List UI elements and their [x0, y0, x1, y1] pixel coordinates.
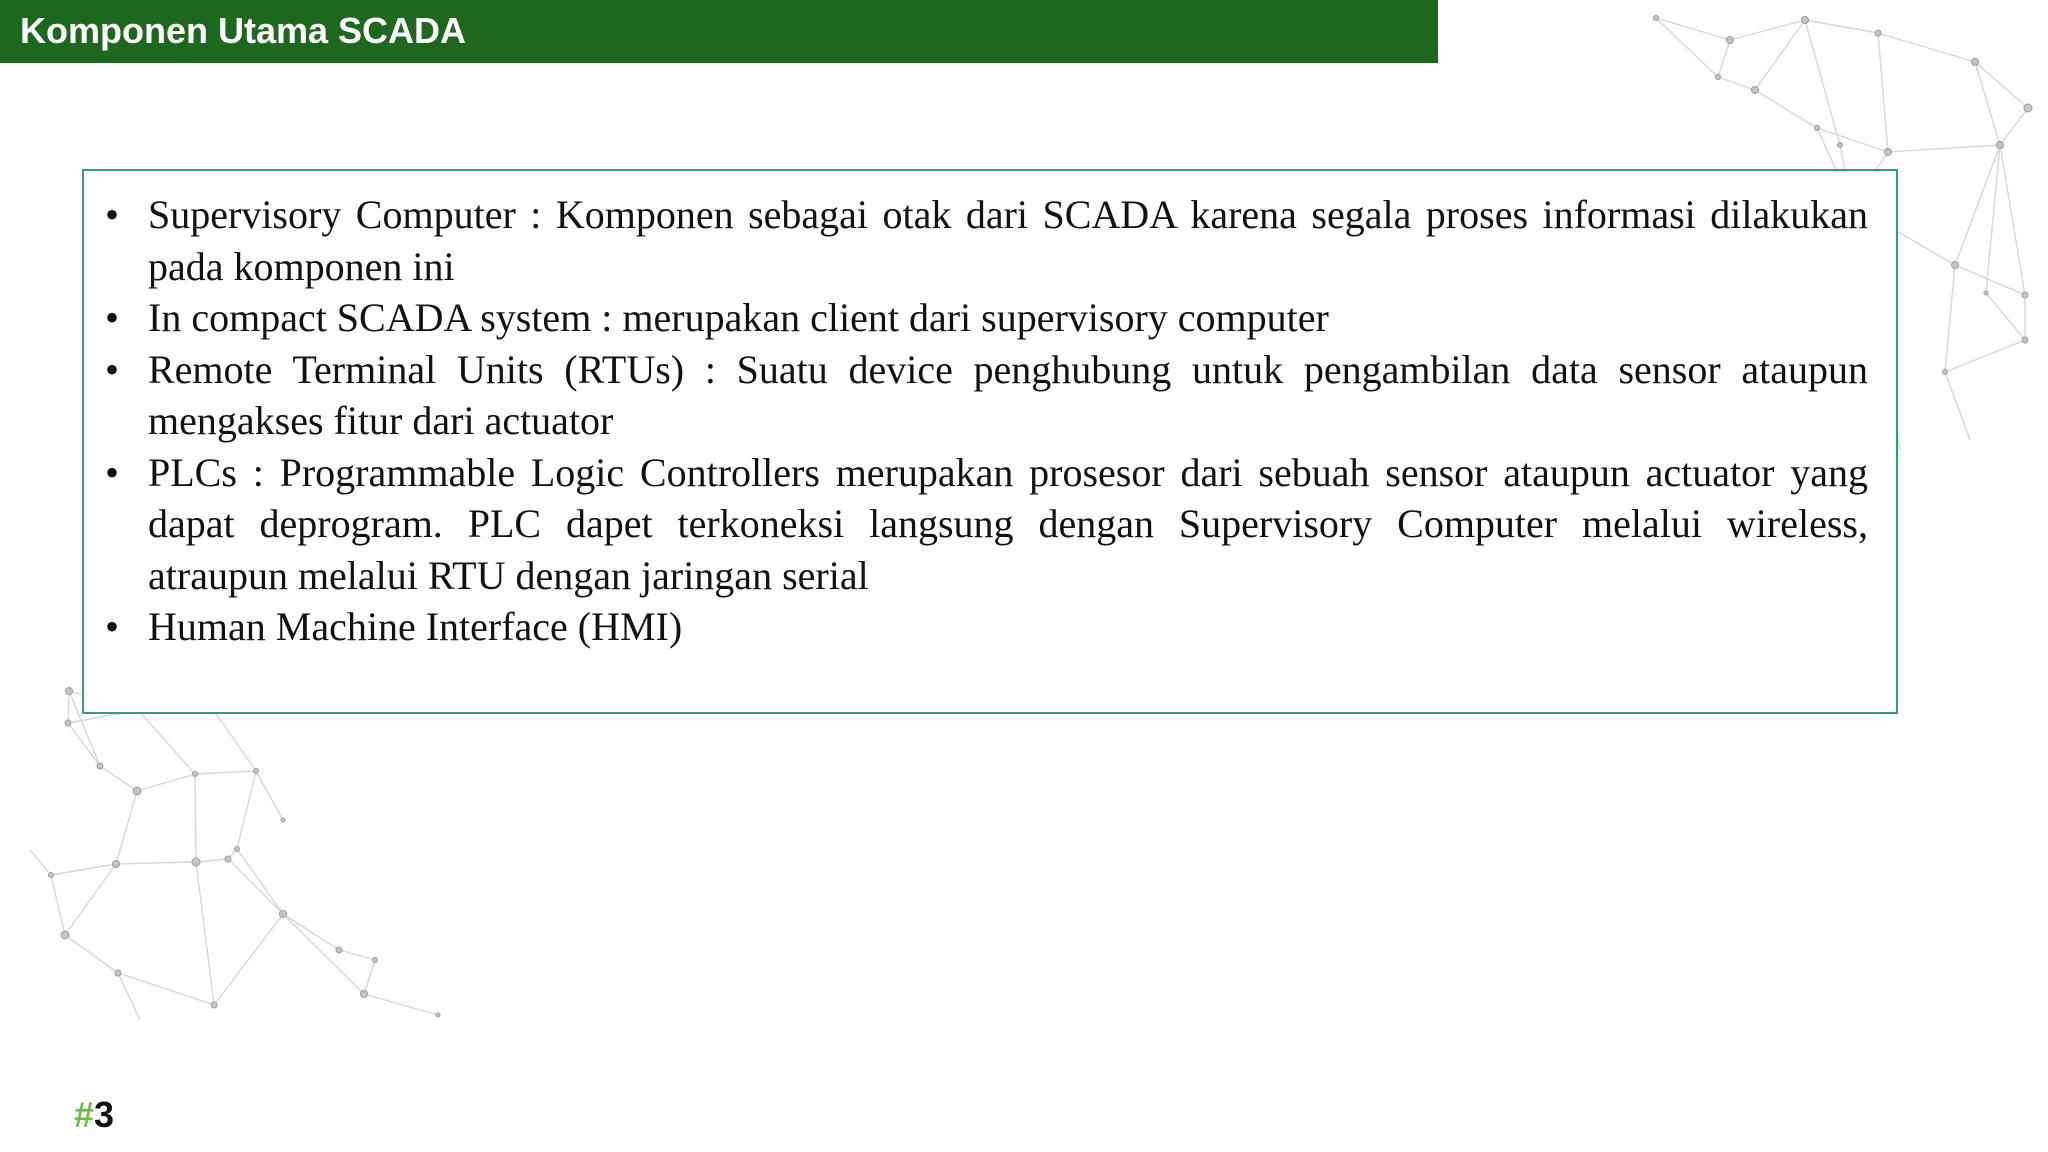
list-item-text: Remote Terminal Units (RTUs) : Suatu device penghubung untuk pengambilan data sensor ataupun mengakses fitur dari actuator: [148, 346, 1868, 443]
slide-number: [74, 1093, 114, 1137]
list-item-rtu: [102, 344, 1868, 447]
title-bar: [0, 0, 1438, 63]
bullet-icon: •: [104, 295, 119, 340]
content-box: [82, 169, 1898, 714]
list-item-plc: [102, 447, 1868, 602]
list-item-text: In compact SCADA system : merupakan client dari supervisory computer: [148, 295, 1329, 340]
component-list: [102, 189, 1868, 653]
slide-number-value: 3: [94, 1094, 115, 1135]
bullet-icon: •: [104, 604, 119, 649]
list-item-text: Supervisory Computer : Komponen sebagai otak dari SCADA karena segala proses informasi dilakukan pada komponen ini: [148, 192, 1868, 289]
list-item-supervisory-computer: [102, 189, 1868, 292]
list-item-text: Human Machine Interface (HMI): [148, 604, 683, 649]
bullet-icon: •: [104, 192, 119, 237]
bullet-icon: •: [104, 346, 119, 392]
list-item-hmi: [102, 601, 1868, 653]
hash-symbol: #: [74, 1094, 95, 1135]
bullet-icon: •: [104, 449, 119, 495]
list-item-compact-scada: [102, 292, 1868, 344]
slide-title: Komponen Utama SCADA: [20, 10, 467, 51]
list-item-text: PLCs : Programmable Logic Controllers merupakan prosesor dari sebuah sensor ataupun actuator yang dapat deprogram. PLC dapet terkoneksi langsung dengan Supervisory Computer melalui wireless, atraupun melalui RTU dengan jaringan serial: [148, 449, 1868, 598]
